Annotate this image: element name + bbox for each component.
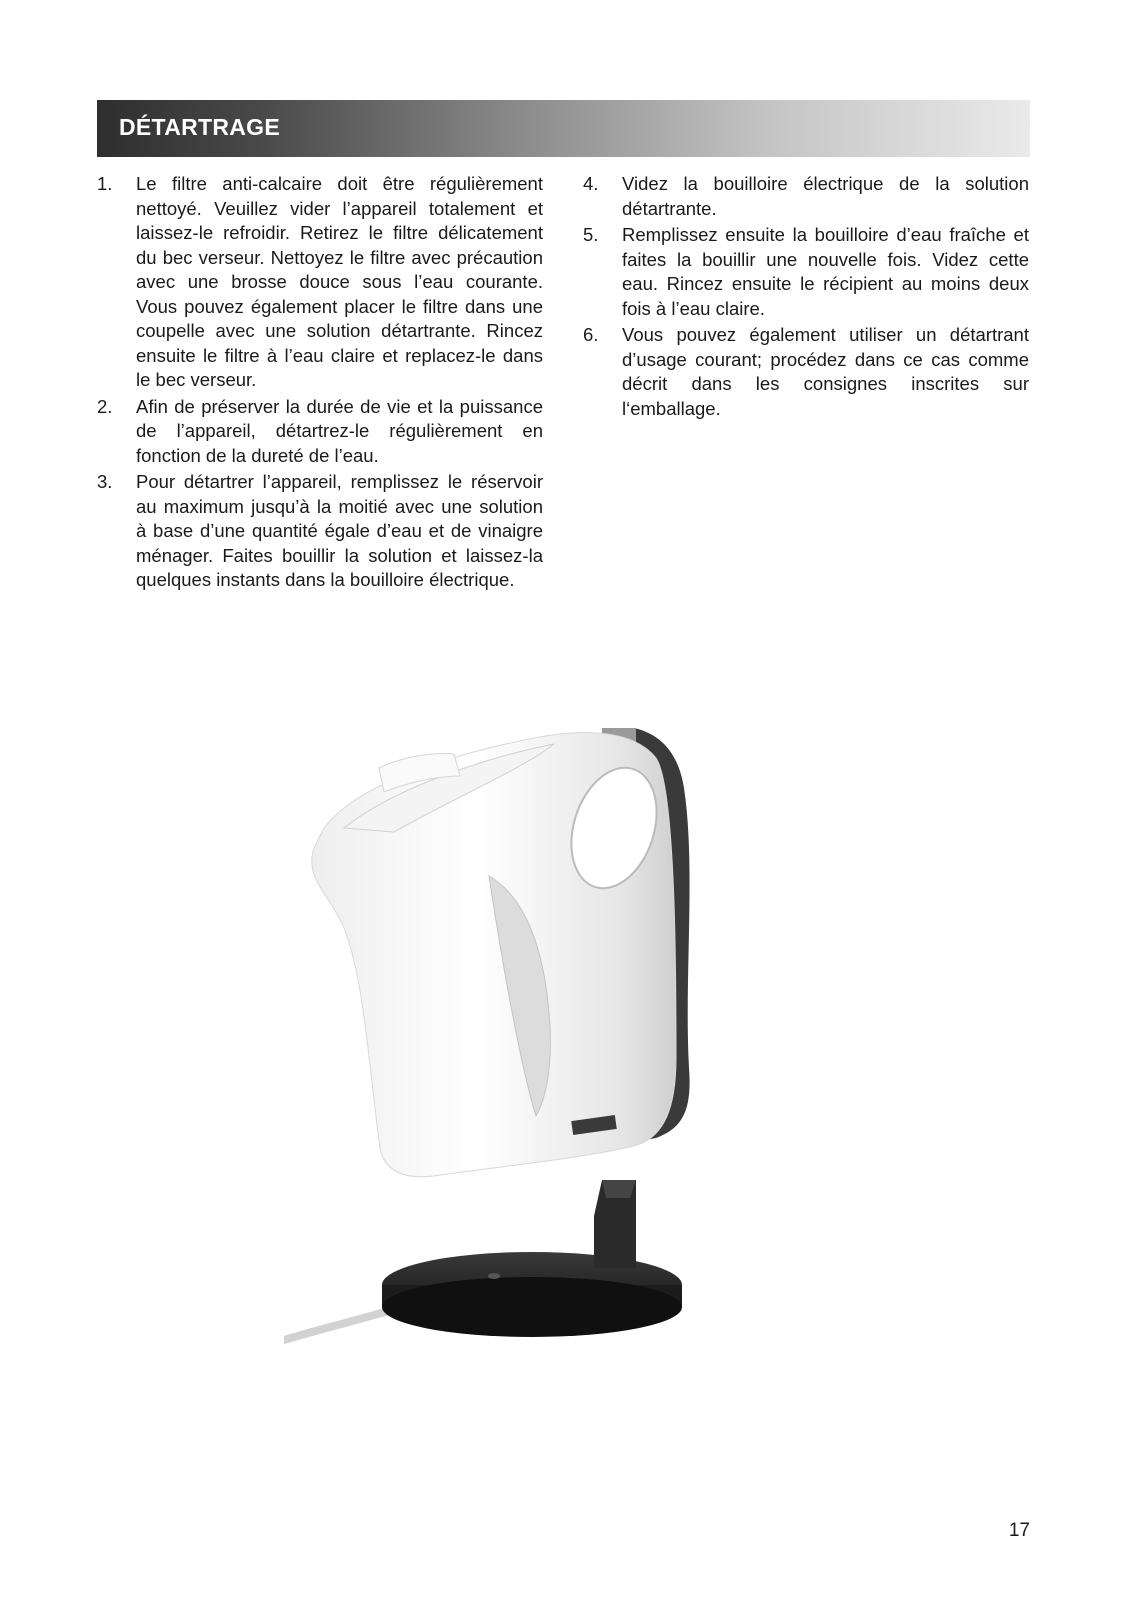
list-item <box>97 395 543 469</box>
item-number: 2. <box>97 395 113 417</box>
item-number: 6. <box>583 324 599 345</box>
item-text: Videz la bouilloire électrique de la solution détartrante. <box>622 173 1029 219</box>
item-text: Afin de préserver la durée de vie et la puissance de l’appareil, détartrez-le régulièrement en fonction de la dureté de l’eau. <box>136 395 543 466</box>
list-item <box>583 323 1029 421</box>
item-text: Pour détartrer l’appareil, remplissez le réservoir au maximum jusqu’à la moitié avec une solution à base d’une quantité égale d’eau et de vinaigre ménager. Faites bouillir la solution et laissez-la quelques instants dans la bouilloire électrique. <box>136 471 543 590</box>
section-title: DÉTARTRAGE <box>119 114 281 140</box>
section-header-banner <box>97 100 1030 157</box>
item-text: Vous pouvez également utiliser un détartrant d’usage courant; procédez dans ce cas comme décrit dans les consignes inscrites sur l‘emballage. <box>622 324 1029 419</box>
item-number: 3. <box>97 471 113 492</box>
item-number: 4. <box>583 173 599 194</box>
left-column <box>97 172 543 595</box>
kettle-base <box>382 1180 682 1337</box>
item-text: Remplissez ensuite la bouilloire d’eau fraîche et faites la bouillir une nouvelle fois. Videz cette eau. Rincez ensuite le récipient au moins deux fois à l’eau claire. <box>622 224 1029 319</box>
page-number: 17 <box>1008 1520 1030 1541</box>
item-number: 5. <box>583 224 599 245</box>
list-item <box>583 172 1029 221</box>
list-item <box>97 470 543 593</box>
item-text: Le filtre anti-calcaire doit être régulièrement nettoyé. Veuillez vider l’appareil totalement et laissez-le refroidir. Retirez le filtre délicatement du bec verseur. Nettoyez le filtre avec précaution avec une brosse douce sous l’eau courante. Vous pouvez également placer le filtre dans une coupelle avec une solution détartrante. Rincez ensuite le filtre à l’eau claire et replacez-le dans le bec verseur. <box>136 173 543 390</box>
list-item <box>97 172 543 393</box>
list-item <box>583 223 1029 321</box>
right-column <box>583 172 1029 423</box>
item-number: 1. <box>97 173 113 194</box>
kettle-illustration <box>284 728 710 1370</box>
